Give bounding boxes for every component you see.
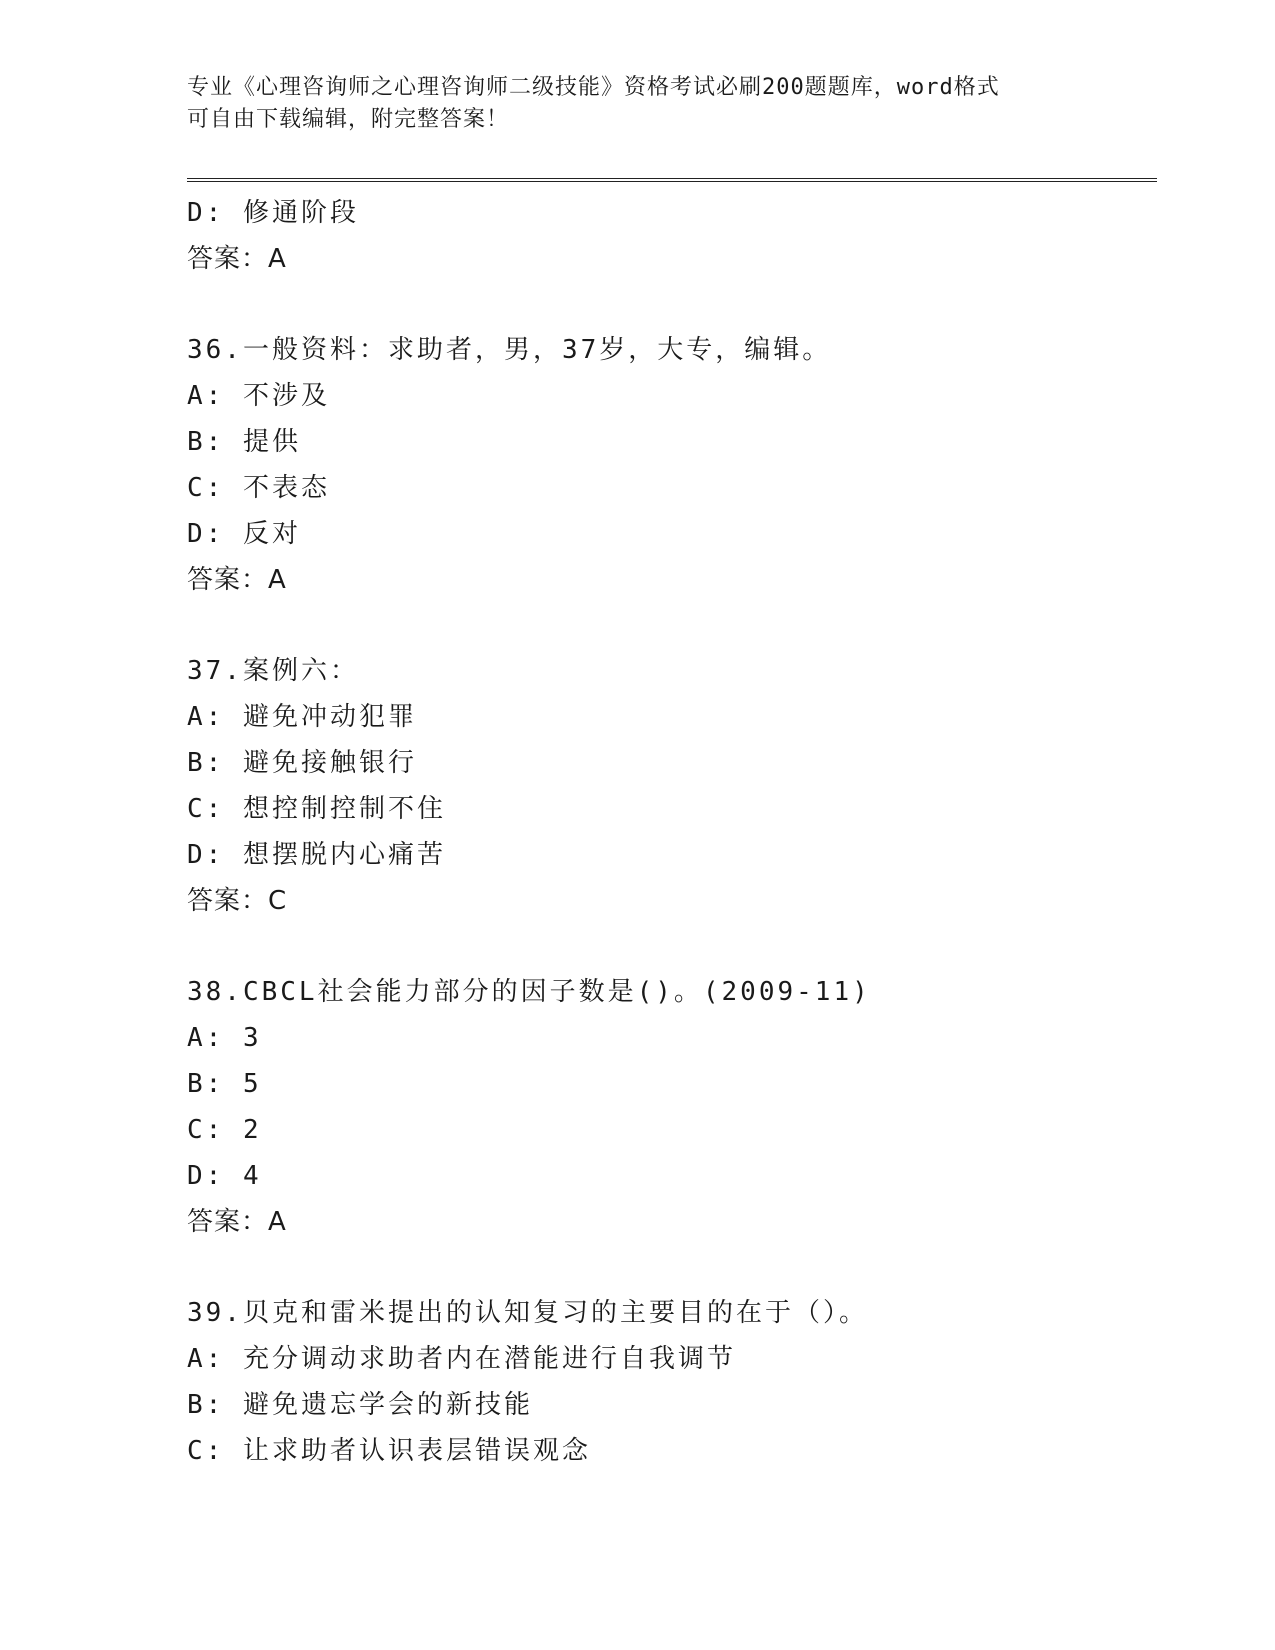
option-b: B: 5 — [187, 1069, 262, 1099]
option-d: D: 4 — [187, 1161, 262, 1191]
answer-label: 答案：C — [187, 886, 288, 916]
option-c: C: 不表态 — [187, 473, 330, 503]
option-a: A: 不涉及 — [187, 381, 330, 411]
answer-label: 答案：A — [187, 565, 287, 595]
header-line-2: 可自由下载编辑，附完整答案！ — [187, 107, 510, 132]
option-b: B: 提供 — [187, 427, 301, 457]
answer-label: 答案：A — [187, 244, 287, 274]
question-stem: 38.CBCL社会能力部分的因子数是()。(2009-11) — [187, 977, 871, 1007]
question-stem: 37.案例六： — [187, 656, 359, 686]
option-d: D: 修通阶段 — [187, 198, 359, 228]
option-b: B: 避免接触银行 — [187, 748, 417, 778]
document-header — [187, 72, 1067, 136]
question-list — [187, 190, 1157, 1474]
option-b: B: 避免遗忘学会的新技能 — [187, 1390, 533, 1420]
question-block-35 — [187, 190, 1157, 282]
question-block-38 — [187, 969, 1157, 1245]
header-divider — [187, 178, 1157, 182]
question-stem: 36.一般资料：求助者，男，37岁，大专，编辑。 — [187, 335, 832, 365]
question-block-39 — [187, 1290, 1157, 1474]
option-a: A: 避免冲动犯罪 — [187, 702, 417, 732]
option-c: C: 想控制控制不住 — [187, 794, 446, 824]
question-stem: 39.贝克和雷米提出的认知复习的主要目的在于（）。 — [187, 1298, 868, 1328]
question-block-36 — [187, 327, 1157, 603]
option-a: A: 3 — [187, 1023, 262, 1053]
option-d: D: 反对 — [187, 519, 301, 549]
option-a: A: 充分调动求助者内在潜能进行自我调节 — [187, 1344, 736, 1374]
option-c: C: 让求助者认识表层错误观念 — [187, 1436, 591, 1466]
answer-label: 答案：A — [187, 1207, 287, 1237]
question-block-37 — [187, 648, 1157, 924]
header-line-1: 专业《心理咨询师之心理咨询师二级技能》资格考试必刷200题题库，word格式 — [187, 75, 1000, 100]
option-c: C: 2 — [187, 1115, 262, 1145]
option-d: D: 想摆脱内心痛苦 — [187, 840, 446, 870]
